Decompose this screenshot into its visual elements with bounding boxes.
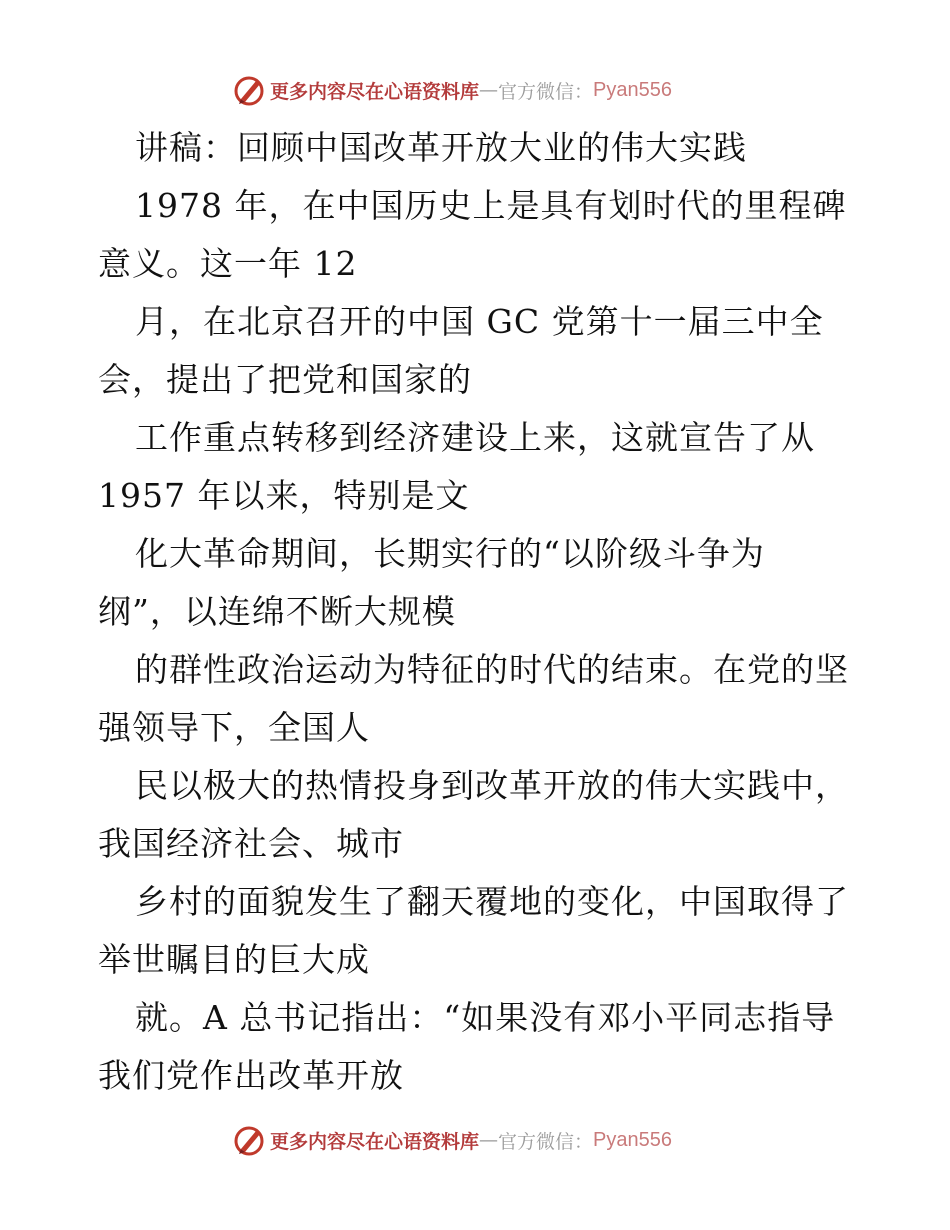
paragraph-line: 强领导下，全国人 bbox=[98, 708, 370, 747]
paragraph-line: 举世瞩目的巨大成 bbox=[98, 940, 370, 979]
paragraph-line: 月，在北京召开的中国 GC 党第十一届三中全 bbox=[135, 302, 824, 341]
paragraph-line: 乡村的面貌发生了翻天覆地的变化，中国取得了 bbox=[135, 882, 849, 921]
paragraph-line: 工作重点转移到经济建设上来，这就宣告了从 bbox=[135, 418, 815, 457]
watermark-title: 更多内容尽在心语资料库 bbox=[270, 80, 480, 103]
paragraph-line: 1978 年，在中国历史上是具有划时代的里程碑 bbox=[135, 186, 847, 225]
watermark-wechat-id: Pyan556 bbox=[593, 1128, 672, 1151]
paragraph-line: 我国经济社会、城市 bbox=[98, 824, 404, 863]
watermark-wechat-label: 官方微信： bbox=[498, 1130, 594, 1153]
watermark-title: 更多内容尽在心语资料库 bbox=[270, 1130, 480, 1153]
paragraph-line: 化大革命期间，长期实行的“以阶级斗争为 bbox=[135, 534, 765, 573]
paragraph-line: 会，提出了把党和国家的 bbox=[98, 360, 472, 399]
paragraph-line: 就。A 总书记指出：“如果没有邓小平同志指导 bbox=[135, 998, 836, 1037]
watermark-wechat-label: 官方微信： bbox=[498, 80, 594, 103]
paragraph-line: 我们党作出改革开放 bbox=[98, 1056, 404, 1095]
watermark-separator: — bbox=[479, 79, 499, 101]
footer-watermark bbox=[232, 1120, 732, 1160]
watermark-separator: — bbox=[479, 1129, 499, 1151]
paragraph-line: 意义。这一年 12 bbox=[98, 244, 358, 283]
paragraph-line: 的群性政治运动为特征的时代的结束。在党的坚 bbox=[135, 650, 849, 689]
paragraph-line: 民以极大的热情投身到改革开放的伟大实践中， bbox=[135, 766, 849, 805]
paragraph-line: 纲”，以连绵不断大规模 bbox=[98, 592, 456, 631]
pen-logo-icon bbox=[232, 1123, 266, 1157]
document-title: 讲稿：回顾中国改革开放大业的伟大实践 bbox=[135, 128, 747, 167]
paragraph-line: 1957 年以来，特别是文 bbox=[98, 476, 470, 515]
pen-logo-icon bbox=[232, 73, 266, 107]
header-watermark bbox=[232, 70, 732, 110]
watermark-wechat-id: Pyan556 bbox=[593, 78, 672, 101]
